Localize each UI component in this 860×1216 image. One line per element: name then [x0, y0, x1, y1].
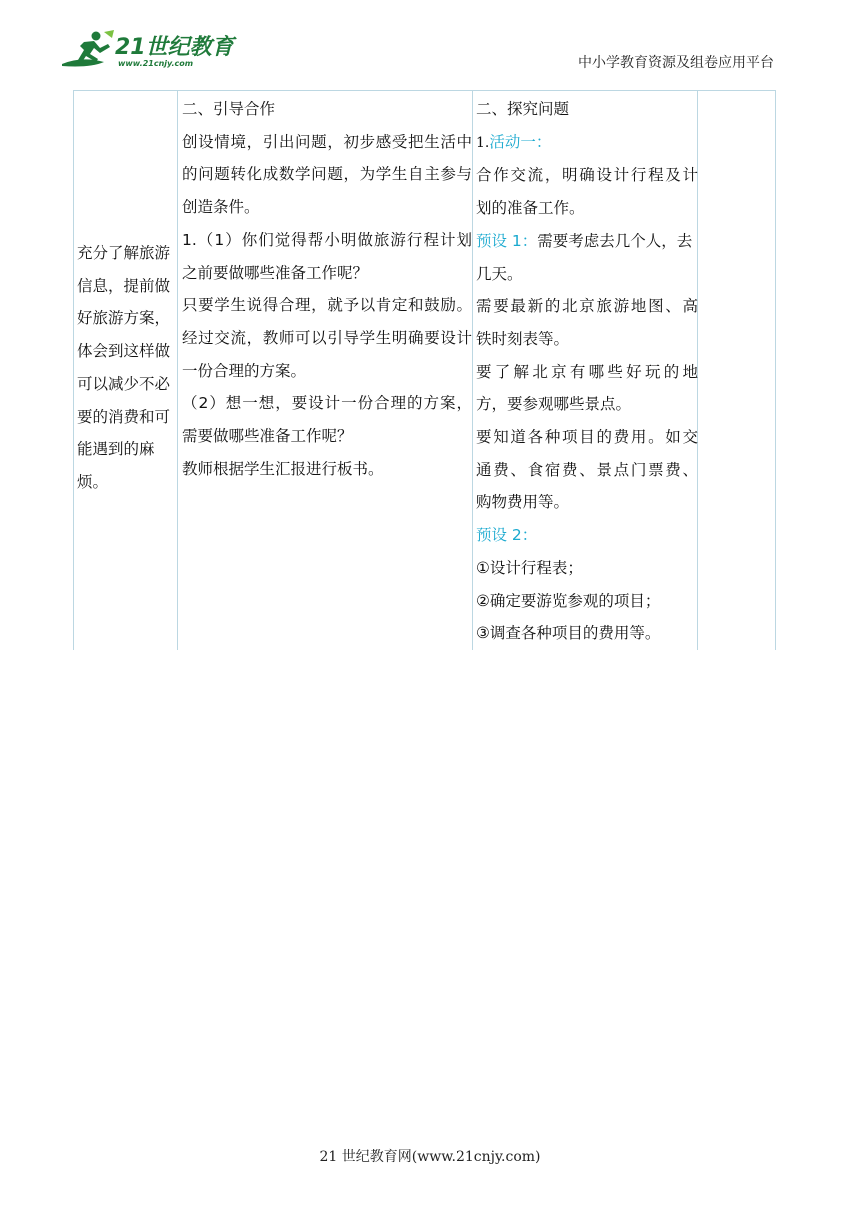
section-heading: 二、探究问题 [476, 100, 570, 118]
list-item: ③调查各种项目的费用等。 [476, 624, 661, 643]
activity-number: 1. [476, 134, 490, 151]
logo-url: www.21cnjy.com [118, 59, 194, 68]
teacher-text [182, 93, 472, 485]
logo-wordmark: 21世纪教育 [115, 35, 234, 60]
student-line: 要了解北京有哪些好玩的地 [476, 362, 698, 381]
student-line: 方，要参观哪些景点。 [476, 395, 632, 414]
student-line: 铁时刻表等。 [476, 329, 570, 348]
goal-line: 烦。 [77, 472, 109, 491]
list-item: ①设计行程表； [476, 558, 583, 577]
goal-line: 要的消费和可 [77, 407, 171, 426]
table-column-goal [74, 91, 178, 650]
table-column-teacher [178, 91, 473, 650]
teacher-line: 之前要做哪些准备工作呢？ [182, 263, 369, 282]
student-line: 通费、食宿费、景点门票费、 [476, 460, 698, 479]
runner-logo-icon [60, 28, 120, 72]
student-line: 需要最新的北京旅游地图、高 [476, 297, 698, 316]
teacher-line: 只要学生说得合理，就予以肯定和鼓励。 [182, 296, 472, 315]
preset-line [476, 225, 698, 258]
activity-label: 活动一： [489, 132, 552, 151]
site-logo[interactable] [60, 28, 234, 76]
teacher-line: 的问题转化成数学问题，为学生自主参与 [182, 165, 472, 184]
table-column-notes [698, 91, 775, 650]
goal-line: 信息，提前做 [77, 276, 171, 295]
table-column-student [473, 91, 698, 650]
goal-line: 能遇到的麻 [77, 440, 155, 459]
teacher-line: 创造条件。 [182, 198, 260, 217]
student-text [476, 93, 698, 650]
goal-line: 体会到这样做 [77, 342, 171, 361]
student-line: 划的准备工作。 [476, 199, 585, 218]
preset-text: 需要考虑去几个人，去 [537, 231, 693, 250]
preset-label: 预设 1： [476, 231, 538, 250]
teacher-line: 一份合理的方案。 [182, 361, 307, 380]
student-line: 合作交流，明确设计行程及计 [476, 166, 698, 185]
page-footer: 21 世纪教育网(www.21cnjy.com) [319, 1149, 541, 1165]
student-line: 几天。 [476, 264, 523, 283]
goal-line: 好旅游方案， [77, 309, 171, 328]
goal-line: 可以减少不必 [77, 374, 171, 393]
list-item: ②确定要游览参观的项目； [476, 591, 661, 610]
teacher-line: 创设情境，引出问题，初步感受把生活中 [182, 132, 472, 151]
activity-line [476, 126, 698, 160]
page-header [0, 0, 860, 90]
student-line: 购物费用等。 [476, 493, 570, 512]
teacher-line: 教师根据学生汇报进行板书。 [182, 459, 384, 478]
teacher-line: 经过交流，教师可以引导学生明确要设计 [182, 328, 472, 347]
section-heading: 二、引导合作 [182, 100, 276, 118]
teacher-line: （2）想一想，要设计一份合理的方案， [182, 394, 472, 413]
goal-line: 充分了解旅游 [77, 244, 171, 262]
preset-label: 预设 2： [476, 526, 538, 545]
goal-text [77, 237, 177, 499]
lesson-table [73, 90, 776, 650]
platform-title: 中小学教育资源及组卷应用平台 [578, 55, 774, 71]
teacher-line: 需要做哪些准备工作呢？ [182, 427, 353, 446]
teacher-line: 1.（1）你们觉得帮小明做旅游行程计划 [182, 230, 472, 249]
student-line: 要知道各种项目的费用。如交 [476, 428, 698, 447]
